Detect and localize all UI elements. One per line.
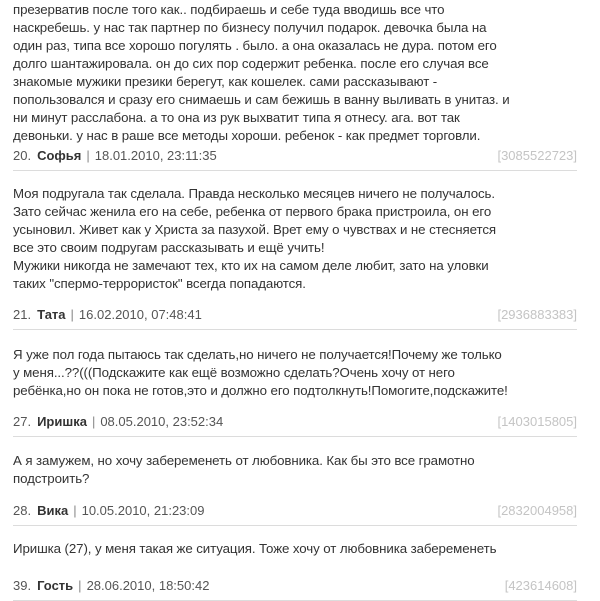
comment-text: А я замужем, но хочу забеременеть от любовника. Как бы это все грамотно подстроить? bbox=[13, 453, 475, 486]
separator: | bbox=[73, 503, 77, 518]
comment-number: 39. bbox=[13, 578, 32, 593]
comment-id: [423614608] bbox=[504, 578, 577, 593]
comment-author: Гость bbox=[37, 578, 74, 593]
comment-text: Моя подругала так сделала. Правда несколько месяцев ничего не получалось. Зато сейчас женила его на себе, ребенка от первого брака пристроила, он его усыновил. Живет как у Христа за пазухой. Врет ему о чувствах и не стесняется все это своим подругам рассказывать и ещё учить! Мужики никогда не замечают тех, кто их на самом деле любит, зато на уловки таких "спермо-террористок" всегда попадаются. bbox=[13, 186, 496, 291]
comment-author: Вика bbox=[37, 503, 69, 518]
separator: | bbox=[70, 307, 74, 322]
comment-header bbox=[13, 148, 577, 171]
comment-text: Иришка (27), у меня такая же ситуация. Тоже хочу от любовника забеременеть bbox=[13, 541, 497, 556]
comment-text: Я уже пол года пытаюсь так сделать,но ничего не получается!Почему же только у меня...??(((Подскажите как ещё возможно сделать?Очень хочу от него ребёнка,но он пока не готов,это и должно его подтолкнуть!Помогите,подскажите! bbox=[13, 347, 508, 398]
separator: | bbox=[86, 148, 90, 163]
comment-author: Софья bbox=[37, 148, 82, 163]
comment-id: [1403015805] bbox=[497, 414, 577, 429]
comment-number: 21. bbox=[13, 307, 32, 322]
comment-number: 27. bbox=[13, 414, 32, 429]
comment-date: 18.01.2010, 23:11:35 bbox=[94, 148, 217, 163]
comment-author: Иришка bbox=[37, 414, 87, 429]
comment-id: [3085522723] bbox=[497, 148, 577, 163]
comment-header bbox=[13, 503, 577, 526]
comment-id: [2832004958] bbox=[497, 503, 577, 518]
comment-text: презерватив после того как.. подбираешь и себе туда вводишь все что наскребешь. у нас так партнер по бизнесу получил подарок. девочка была на один раз, типа все хорошо погулять . было. а она оказалась не дура. потом его долго шантажировала. он до сих пор содержит ребенка. после его случая все знакомые мужики презики берегут, как кошелек. сами рассказывают - попользовался и сразу его снимаешь и сам бежишь в ванну выливать в унитаз. и ни минут расслабона. а то она из рук выхватит типа я отнесу. ага. вот так девоньки. у нас в раше все методы хороши. ребенок - как предмет торговли. bbox=[13, 2, 510, 143]
comment-header bbox=[13, 307, 577, 330]
separator: | bbox=[91, 414, 96, 429]
comment-number: 20. bbox=[13, 148, 32, 163]
comment-id: [2936883383] bbox=[497, 307, 577, 322]
comment-author: Тата bbox=[37, 307, 66, 322]
comment-header bbox=[13, 414, 577, 437]
comment-header bbox=[13, 578, 577, 601]
comment-date: 10.05.2010, 21:23:09 bbox=[81, 503, 205, 518]
comment-number: 28. bbox=[13, 503, 32, 518]
comment-date: 16.02.2010, 07:48:41 bbox=[78, 307, 202, 322]
comment-date: 28.06.2010, 18:50:42 bbox=[86, 578, 210, 593]
separator: | bbox=[78, 578, 82, 593]
comment-date: 08.05.2010, 23:52:34 bbox=[100, 414, 224, 429]
